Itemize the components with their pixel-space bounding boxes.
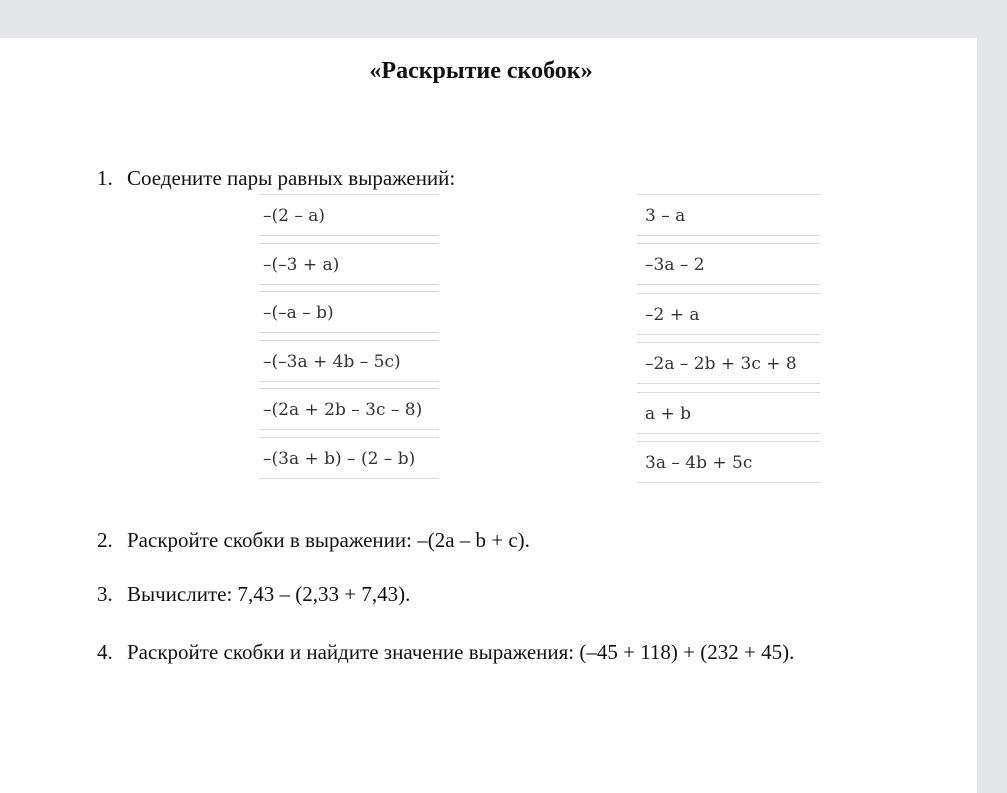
task-3 [97, 582, 410, 607]
left-expression: –(2a + 2b – 3c – 8) [259, 388, 439, 430]
task-number: 3. [97, 582, 113, 606]
task-number: 2. [97, 528, 113, 552]
task-4 [97, 640, 794, 665]
right-expression: 3a – 4b + 5c [637, 441, 820, 483]
right-expression: a + b [637, 392, 820, 434]
task-text: Раскройте скобки и найдите значение выражения: (–45 + 118) + (232 + 45). [127, 640, 795, 664]
task-text: Вычислите: 7,43 – (2,33 + 7,43). [127, 582, 411, 606]
task-number: 4. [97, 640, 113, 664]
right-expression: –2a – 2b + 3c + 8 [637, 342, 820, 384]
right-expression: 3 – a [637, 194, 820, 236]
task-1 [97, 166, 455, 191]
left-expression: –(–3 + a) [259, 243, 439, 285]
right-expression: –3a – 2 [637, 243, 820, 285]
task-number: 1. [97, 166, 113, 190]
worksheet-page [0, 38, 977, 793]
left-expression: –(2 – a) [259, 194, 439, 236]
left-expression: –(–a – b) [259, 291, 439, 333]
task-text: Раскройте скобки в выражении: –(2a – b + c). [127, 528, 530, 552]
page-title: «Раскрытие скобок» [369, 58, 593, 84]
task-2 [97, 528, 530, 553]
right-expression: –2 + a [637, 293, 820, 335]
left-expression: –(–3a + 4b – 5c) [259, 340, 439, 382]
task-text: Соедените пары равных выражений: [127, 166, 456, 190]
left-expression: –(3a + b) – (2 – b) [259, 437, 439, 479]
